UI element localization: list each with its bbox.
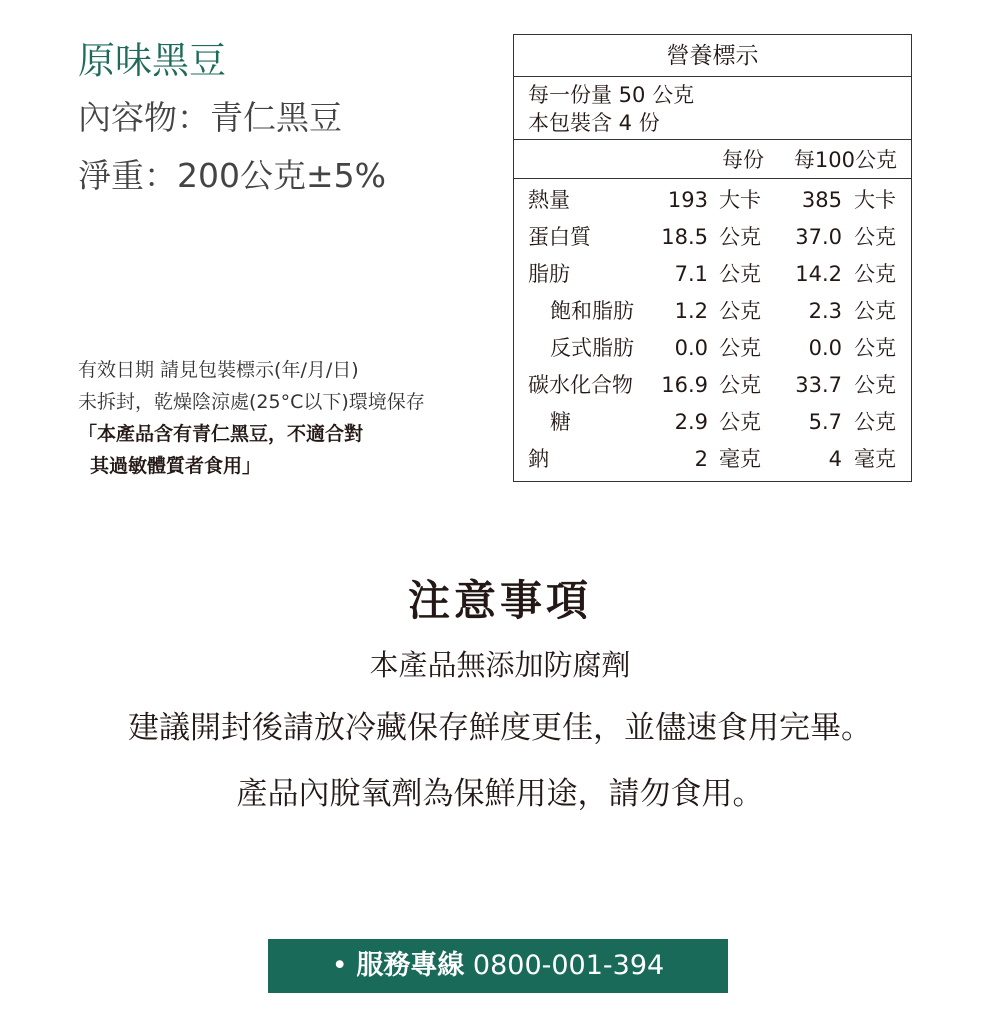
nutrition-row — [514, 330, 911, 367]
nutrient-name: 反式脂肪 — [550, 336, 634, 360]
nutrition-row — [514, 404, 911, 441]
nutrition-row — [514, 256, 911, 293]
value-per-serving: 16.9 — [661, 373, 708, 397]
value-per-100g: 0.0 — [808, 336, 842, 360]
value-per-100g: 5.7 — [808, 410, 842, 434]
caution-refrigerate: 建議開封後請放冷藏保存鮮度更佳，並儘速食用完畢。 — [128, 710, 872, 746]
allergy-warning-line1: 「本產品含有青仁黑豆，不適合對 — [78, 423, 364, 445]
value-per-serving: 2 — [694, 447, 708, 471]
col-per-100g: 每100公克 — [793, 148, 897, 172]
expiry-note: 有效日期 請見包裝標示(年/月/日) — [78, 359, 359, 381]
unit-per-serving: 公克 — [719, 410, 761, 434]
nutrition-row — [514, 293, 911, 330]
value-per-serving: 0.0 — [674, 336, 708, 360]
unit-per-serving: 毫克 — [719, 447, 761, 471]
unit-per-serving: 公克 — [719, 262, 761, 286]
unit-per-100g: 毫克 — [854, 447, 896, 471]
nutrition-row — [514, 219, 911, 256]
unit-per-serving: 公克 — [719, 225, 761, 249]
product-contents: 內容物：青仁黑豆 — [78, 98, 342, 137]
unit-per-100g: 公克 — [854, 410, 896, 434]
product-name: 原味黑豆 — [78, 39, 226, 82]
nutrition-row — [514, 367, 911, 404]
unit-per-100g: 公克 — [854, 262, 896, 286]
value-per-100g: 2.3 — [808, 299, 842, 323]
caution-oxygen-absorber: 產品內脫氧劑為保鮮用途，請勿食用。 — [236, 776, 764, 812]
unit-per-100g: 公克 — [854, 225, 896, 249]
product-weight: 淨重：200公克±5% — [78, 156, 386, 195]
storage-note: 未拆封，乾燥陰涼處(25°C以下)環境保存 — [78, 391, 425, 413]
nutrient-name: 碳水化合物 — [528, 373, 633, 397]
value-per-serving: 18.5 — [661, 225, 708, 249]
caution-title: 注意事項 — [407, 576, 592, 625]
nutrition-title: 營養標示 — [514, 35, 911, 77]
nutrition-rows — [514, 179, 911, 478]
value-per-serving: 7.1 — [674, 262, 708, 286]
nutrient-name: 脂肪 — [528, 262, 570, 286]
nutrient-name: 熱量 — [528, 188, 570, 212]
value-per-serving: 193 — [667, 188, 708, 212]
allergy-warning-line2: 其過敏體質者食用」 — [90, 455, 262, 477]
value-per-100g: 4 — [828, 447, 842, 471]
servings-per-package: 本包裝含 4 份 — [528, 111, 660, 135]
value-per-serving: 2.9 — [674, 410, 708, 434]
caution-no-preservatives: 本產品無添加防腐劑 — [369, 648, 631, 682]
value-per-100g: 14.2 — [795, 262, 842, 286]
unit-per-100g: 公克 — [854, 299, 896, 323]
nutrition-table — [513, 34, 912, 482]
nutrition-column-header — [514, 140, 911, 179]
unit-per-100g: 大卡 — [854, 188, 896, 212]
serving-size: 每一份量 50 公克 — [528, 83, 695, 107]
serving-info — [514, 77, 911, 140]
unit-per-serving: 大卡 — [719, 188, 761, 212]
nutrient-name: 飽和脂肪 — [550, 299, 634, 323]
unit-per-serving: 公克 — [719, 373, 761, 397]
nutrition-row — [514, 441, 911, 478]
unit-per-serving: 公克 — [719, 336, 761, 360]
nutrient-name: 糖 — [550, 410, 571, 434]
service-hotline-banner — [268, 939, 728, 993]
value-per-100g: 33.7 — [795, 373, 842, 397]
hotline-label: 服務專線 — [356, 950, 465, 981]
value-per-serving: 1.2 — [674, 299, 708, 323]
storage-notes — [78, 354, 425, 482]
value-per-100g: 37.0 — [795, 225, 842, 249]
nutrient-name: 蛋白質 — [528, 225, 591, 249]
col-per-serving: 每份 — [722, 148, 764, 172]
value-per-100g: 385 — [801, 188, 842, 212]
bullet-icon: • — [331, 950, 348, 981]
unit-per-100g: 公克 — [854, 373, 896, 397]
unit-per-100g: 公克 — [854, 336, 896, 360]
nutrient-name: 鈉 — [528, 447, 549, 471]
hotline-number[interactable]: 0800-001-394 — [472, 950, 665, 981]
unit-per-serving: 公克 — [719, 299, 761, 323]
nutrition-row — [514, 182, 911, 219]
